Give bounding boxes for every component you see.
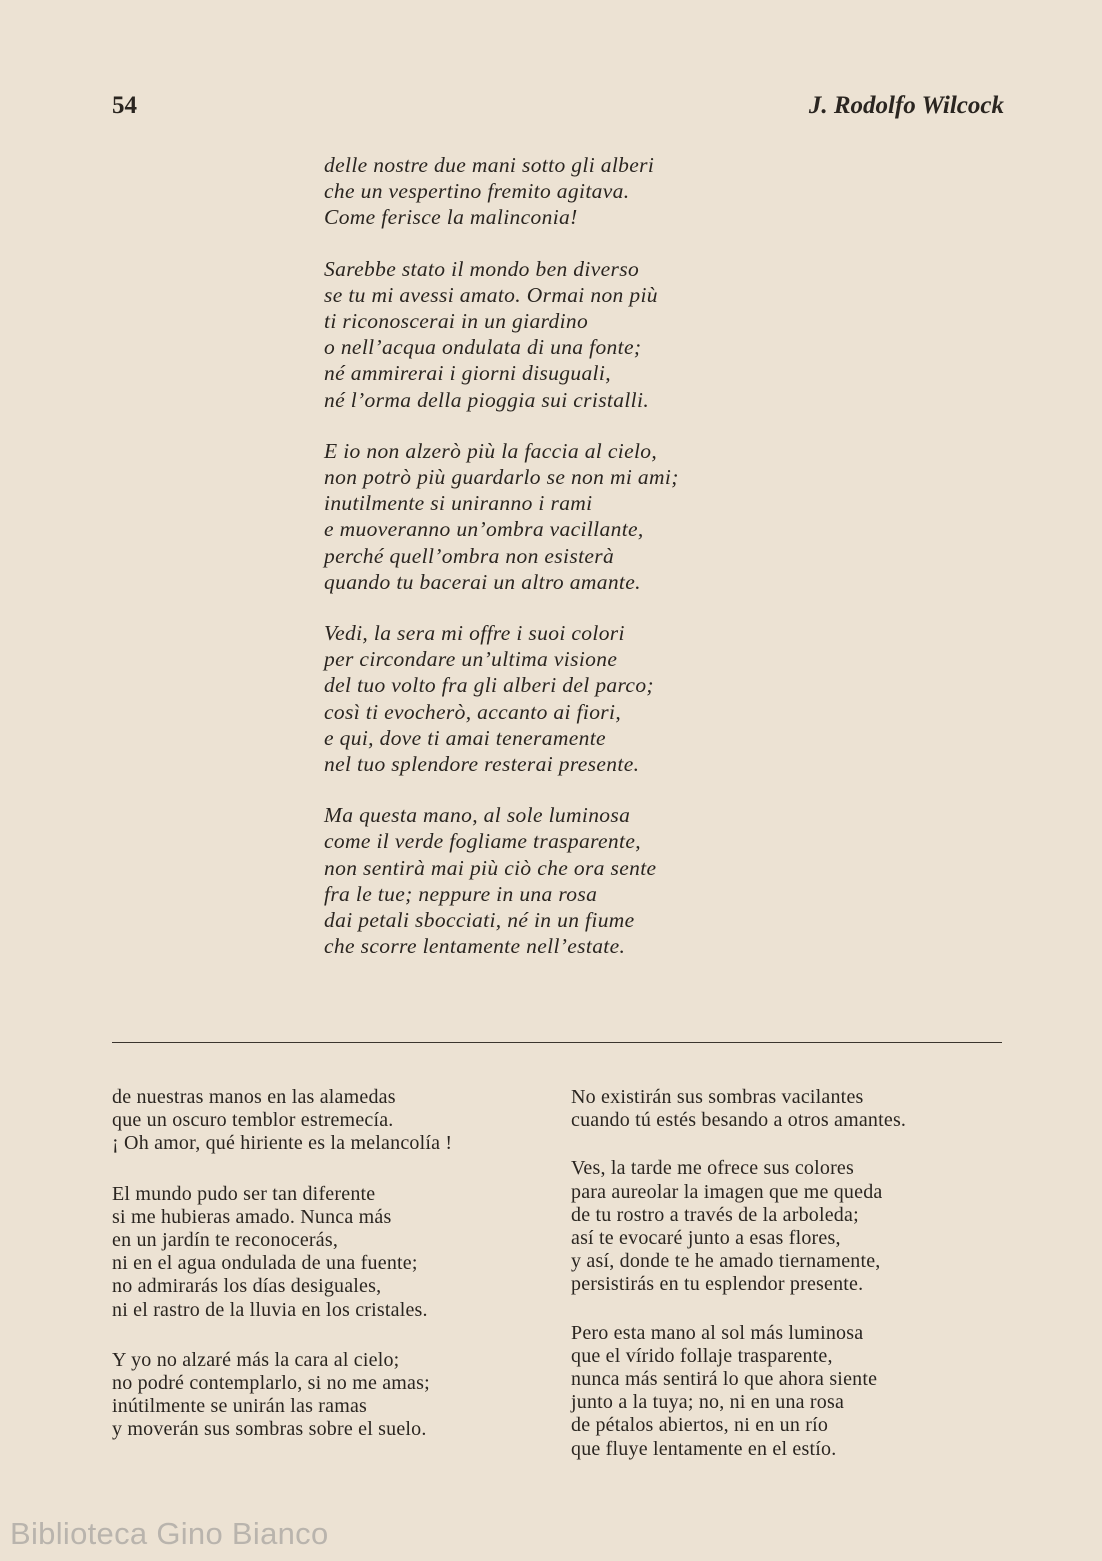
italian-stanza: [324, 802, 844, 959]
poem-line: né l’orma della pioggia sui cristalli.: [324, 387, 650, 412]
spanish-translation-right-column: [571, 1086, 1011, 1486]
poem-line: nel tuo splendore resterai presente.: [324, 752, 640, 777]
poem-line: quando tu bacerai un altro amante.: [324, 569, 641, 594]
poem-line: del tuo volto fra gli alberi del parco;: [324, 673, 654, 698]
poem-line: come il verde fogliame trasparente,: [324, 829, 641, 854]
translation-line: ni en el agua ondulada de una fuente;: [112, 1252, 418, 1275]
poem-line: non sentirà mai più ciò che ora sente: [324, 855, 657, 880]
translation-line: y así, donde te he amado tiernamente,: [571, 1250, 881, 1273]
translation-line: Pero esta mano al sol más luminosa: [571, 1321, 864, 1344]
italian-stanza: [324, 438, 844, 595]
poem-line: e muoveranno un’ombra vacillante,: [324, 517, 644, 542]
poem-line: Sarebbe stato il mondo ben diverso: [324, 256, 640, 281]
translation-line: persistirás en tu esplendor presente.: [571, 1273, 864, 1296]
poem-line: o nell’acqua ondulata di una fonte;: [324, 335, 642, 360]
poem-line: perché quell’ombra non esisterà: [324, 543, 615, 568]
section-divider: [112, 1042, 1002, 1043]
poem-line: Ma questa mano, al sole luminosa: [324, 803, 631, 828]
translation-line: para aureolar la imagen que me queda: [571, 1180, 883, 1203]
translation-line: nunca más sentirá lo que ahora siente: [571, 1368, 878, 1391]
translation-line: Y yo no alzaré más la cara al cielo;: [112, 1348, 400, 1371]
running-head-author: J. Rodolfo Wilcock: [808, 92, 1004, 119]
translation-line: que fluye lentamente en el estío.: [571, 1437, 837, 1460]
translation-line: que un oscuro temblor estremecía.: [112, 1109, 394, 1132]
library-watermark: Biblioteca Gino Bianco: [10, 1516, 329, 1551]
spanish-stanza: [112, 1183, 552, 1322]
poem-line: né ammirerai i giorni disuguali,: [324, 361, 611, 386]
poem-line: dai petali sbocciati, né in un fiume: [324, 908, 635, 933]
spanish-stanza: [571, 1086, 1011, 1132]
translation-line: El mundo pudo ser tan diferente: [112, 1182, 376, 1205]
poem-line: non potrò più guardarlo se non mi ami;: [324, 465, 679, 490]
poem-line: e qui, dove ti amai teneramente: [324, 725, 606, 750]
poem-line: Come ferisce la malinconia!: [324, 205, 578, 230]
poem-line: che scorre lentamente nell’estate.: [324, 934, 626, 959]
page-header: [112, 92, 1004, 124]
translation-line: en un jardín te reconocerás,: [112, 1229, 339, 1252]
translation-line: Ves, la tarde me ofrece sus colores: [571, 1157, 854, 1180]
translation-line: ¡ Oh amor, qué hiriente es la melancolía !: [112, 1132, 453, 1155]
poem-line: per circondare un’ultima visione: [324, 647, 618, 672]
translation-line: No existirán sus sombras vacilantes: [571, 1086, 864, 1108]
translation-line: de tu rostro a través de la arboleda;: [571, 1203, 859, 1226]
spanish-translation-left-column: [112, 1086, 552, 1467]
translation-line: que el vírido follaje trasparente,: [571, 1344, 833, 1367]
translation-line: así te evocaré junto a esas flores,: [571, 1227, 841, 1250]
italian-poem: [324, 152, 844, 984]
spanish-stanza: [571, 1322, 1011, 1461]
translation-line: no admirarás los días desiguales,: [112, 1275, 382, 1298]
translation-line: cuando tú estés besando a otros amantes.: [571, 1109, 907, 1132]
poem-line: che un vespertino fremito agitava.: [324, 179, 630, 204]
poem-line: inutilmente si uniranno i rami: [324, 491, 593, 516]
italian-stanza: [324, 620, 844, 777]
translation-line: no podré contemplarlo, si no me amas;: [112, 1372, 430, 1395]
translation-line: junto a la tuya; no, ni en una rosa: [571, 1391, 845, 1414]
translation-line: ni el rastro de la lluvia en los cristales.: [112, 1298, 428, 1321]
poem-line: fra le tue; neppure in una rosa: [324, 881, 598, 906]
spanish-stanza: [571, 1157, 1011, 1296]
spanish-stanza: [112, 1086, 552, 1156]
spanish-stanza: [112, 1349, 552, 1442]
poem-line: Vedi, la sera mi offre i suoi colori: [324, 621, 625, 646]
translation-line: y moverán sus sombras sobre el suelo.: [112, 1418, 427, 1441]
poem-line: delle nostre due mani sotto gli alberi: [324, 153, 655, 177]
translation-line: inútilmente se unirán las ramas: [112, 1395, 368, 1418]
poem-line: così ti evocherò, accanto ai fiori,: [324, 699, 622, 724]
poem-line: se tu mi avessi amato. Ormai non più: [324, 282, 658, 307]
translation-line: de pétalos abiertos, ni en un río: [571, 1414, 829, 1437]
page-number: 54: [112, 92, 137, 119]
poem-line: ti riconoscerai in un giardino: [324, 309, 589, 334]
italian-stanza: [324, 256, 844, 413]
poem-line: E io non alzerò più la faccia al cielo,: [324, 438, 658, 463]
translation-line: de nuestras manos en las alamedas: [112, 1086, 396, 1108]
translation-line: si me hubieras amado. Nunca más: [112, 1205, 392, 1228]
italian-stanza: [324, 152, 844, 231]
